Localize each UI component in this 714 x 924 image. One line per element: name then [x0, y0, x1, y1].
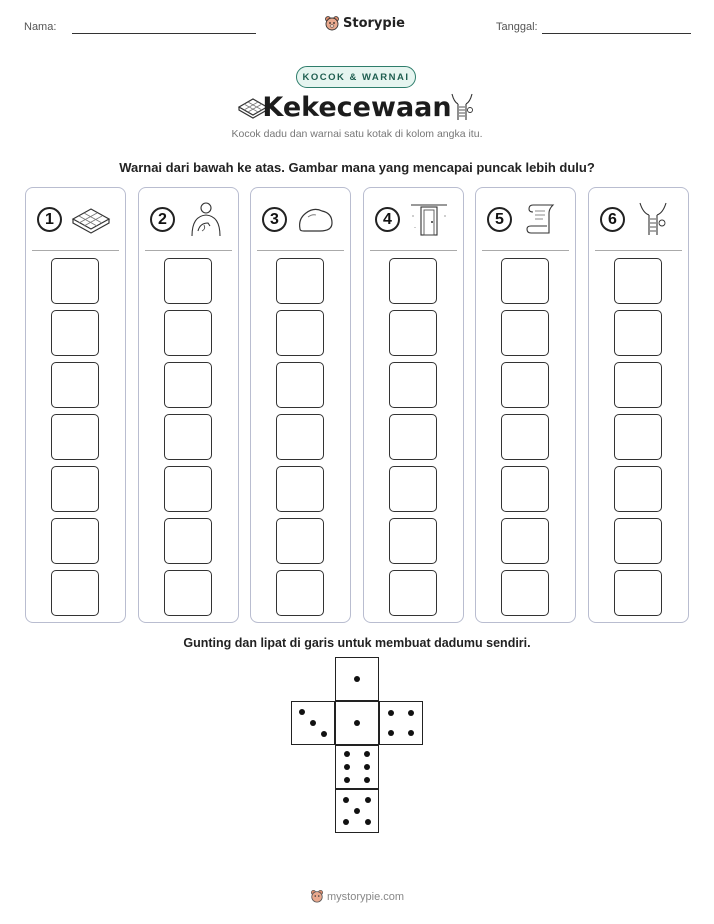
footer-url: mystorypie.com [327, 891, 405, 903]
color-box[interactable] [389, 258, 437, 304]
color-box[interactable] [389, 570, 437, 616]
color-box[interactable] [501, 518, 549, 564]
instruction-text: Warnai dari bawah ke atas. Gambar mana yang mencapai puncak lebih dulu? [119, 160, 595, 175]
cut-instruction: Gunting dan lipat di garis untuk membuat dadumu sendiri. [183, 636, 531, 650]
column-number: 1 [37, 207, 62, 232]
dice-face-3 [291, 701, 335, 745]
footer [0, 889, 714, 903]
color-box[interactable] [614, 362, 662, 408]
dice-pip [310, 720, 316, 726]
dice-pip [354, 808, 360, 814]
column-number: 2 [150, 207, 175, 232]
dice-pip [365, 819, 371, 825]
color-box[interactable] [164, 310, 212, 356]
color-box[interactable] [501, 258, 549, 304]
dice-pip [299, 709, 305, 715]
dice-pip [365, 797, 371, 803]
color-box[interactable] [164, 518, 212, 564]
dice-pip [388, 730, 394, 736]
color-box[interactable] [276, 570, 324, 616]
dice-face-5 [335, 789, 379, 833]
bear-logo-icon [310, 889, 324, 903]
dice-pip [354, 720, 360, 726]
column-divider [482, 250, 569, 251]
color-box[interactable] [614, 414, 662, 460]
brand-name: Storypie [343, 15, 405, 31]
dice-column-5 [475, 187, 576, 623]
date-line[interactable] [542, 33, 691, 34]
dice-pip [364, 764, 370, 770]
name-line[interactable] [72, 33, 256, 34]
dice-pip [408, 730, 414, 736]
color-box[interactable] [164, 466, 212, 512]
dice-pip [343, 819, 349, 825]
color-box[interactable] [51, 518, 99, 564]
color-box[interactable] [276, 362, 324, 408]
color-box[interactable] [614, 570, 662, 616]
person-hand-on-chest-icon [182, 201, 226, 237]
dice-column-1 [25, 187, 126, 623]
name-label: Nama: [24, 21, 57, 33]
color-box[interactable] [164, 258, 212, 304]
column-divider [370, 250, 457, 251]
color-box[interactable] [51, 310, 99, 356]
column-divider [32, 250, 119, 251]
color-box[interactable] [164, 414, 212, 460]
column-divider [145, 250, 232, 251]
color-box[interactable] [389, 466, 437, 512]
column-number: 4 [375, 207, 400, 232]
door-icon [407, 201, 451, 237]
throat-icon [448, 92, 476, 122]
column-divider [257, 250, 344, 251]
color-box[interactable] [389, 362, 437, 408]
color-box[interactable] [614, 258, 662, 304]
color-box[interactable] [51, 414, 99, 460]
brand-logo [324, 13, 405, 33]
rock-icon [294, 201, 338, 237]
color-box[interactable] [276, 466, 324, 512]
dice-pip [388, 710, 394, 716]
dice-pip [321, 731, 327, 737]
dice-pip [354, 676, 360, 682]
dice-face-6 [335, 745, 379, 789]
dice-pip [343, 797, 349, 803]
color-box[interactable] [164, 362, 212, 408]
color-box[interactable] [389, 414, 437, 460]
color-box[interactable] [501, 466, 549, 512]
color-box[interactable] [51, 570, 99, 616]
bear-logo-icon [324, 15, 340, 31]
column-number: 5 [487, 207, 512, 232]
color-box[interactable] [389, 310, 437, 356]
page-subtitle: Kocok dadu dan warnai satu kotak di kolom angka itu. [231, 128, 483, 140]
dice-pip [364, 751, 370, 757]
color-box[interactable] [501, 362, 549, 408]
dice-face-1 [335, 701, 379, 745]
color-box[interactable] [389, 518, 437, 564]
blanket-icon [69, 201, 113, 237]
date-label: Tanggal: [496, 21, 538, 33]
dice-pip [344, 764, 350, 770]
color-box[interactable] [164, 570, 212, 616]
color-box[interactable] [51, 258, 99, 304]
color-box[interactable] [51, 362, 99, 408]
dice-pip [364, 777, 370, 783]
color-box[interactable] [276, 310, 324, 356]
dice-face-4 [379, 701, 423, 745]
color-box[interactable] [276, 414, 324, 460]
dice-column-2 [138, 187, 239, 623]
column-number: 6 [600, 207, 625, 232]
color-box[interactable] [614, 466, 662, 512]
dice-pip [344, 777, 350, 783]
color-box[interactable] [501, 414, 549, 460]
column-divider [595, 250, 682, 251]
color-box[interactable] [614, 310, 662, 356]
color-box[interactable] [276, 518, 324, 564]
activity-badge: KOCOK & WARNAI [296, 66, 416, 88]
column-number: 3 [262, 207, 287, 232]
color-box[interactable] [276, 258, 324, 304]
dice-face-1 [335, 657, 379, 701]
dice-pip [408, 710, 414, 716]
dice-column-4 [363, 187, 464, 623]
throat-icon [632, 201, 676, 237]
dice-column-6 [588, 187, 689, 623]
page-title: Kekecewaan [262, 92, 452, 123]
color-box[interactable] [51, 466, 99, 512]
scroll-icon [519, 201, 563, 237]
color-box[interactable] [501, 570, 549, 616]
dice-pip [344, 751, 350, 757]
dice-column-3 [250, 187, 351, 623]
color-box[interactable] [501, 310, 549, 356]
color-box[interactable] [614, 518, 662, 564]
